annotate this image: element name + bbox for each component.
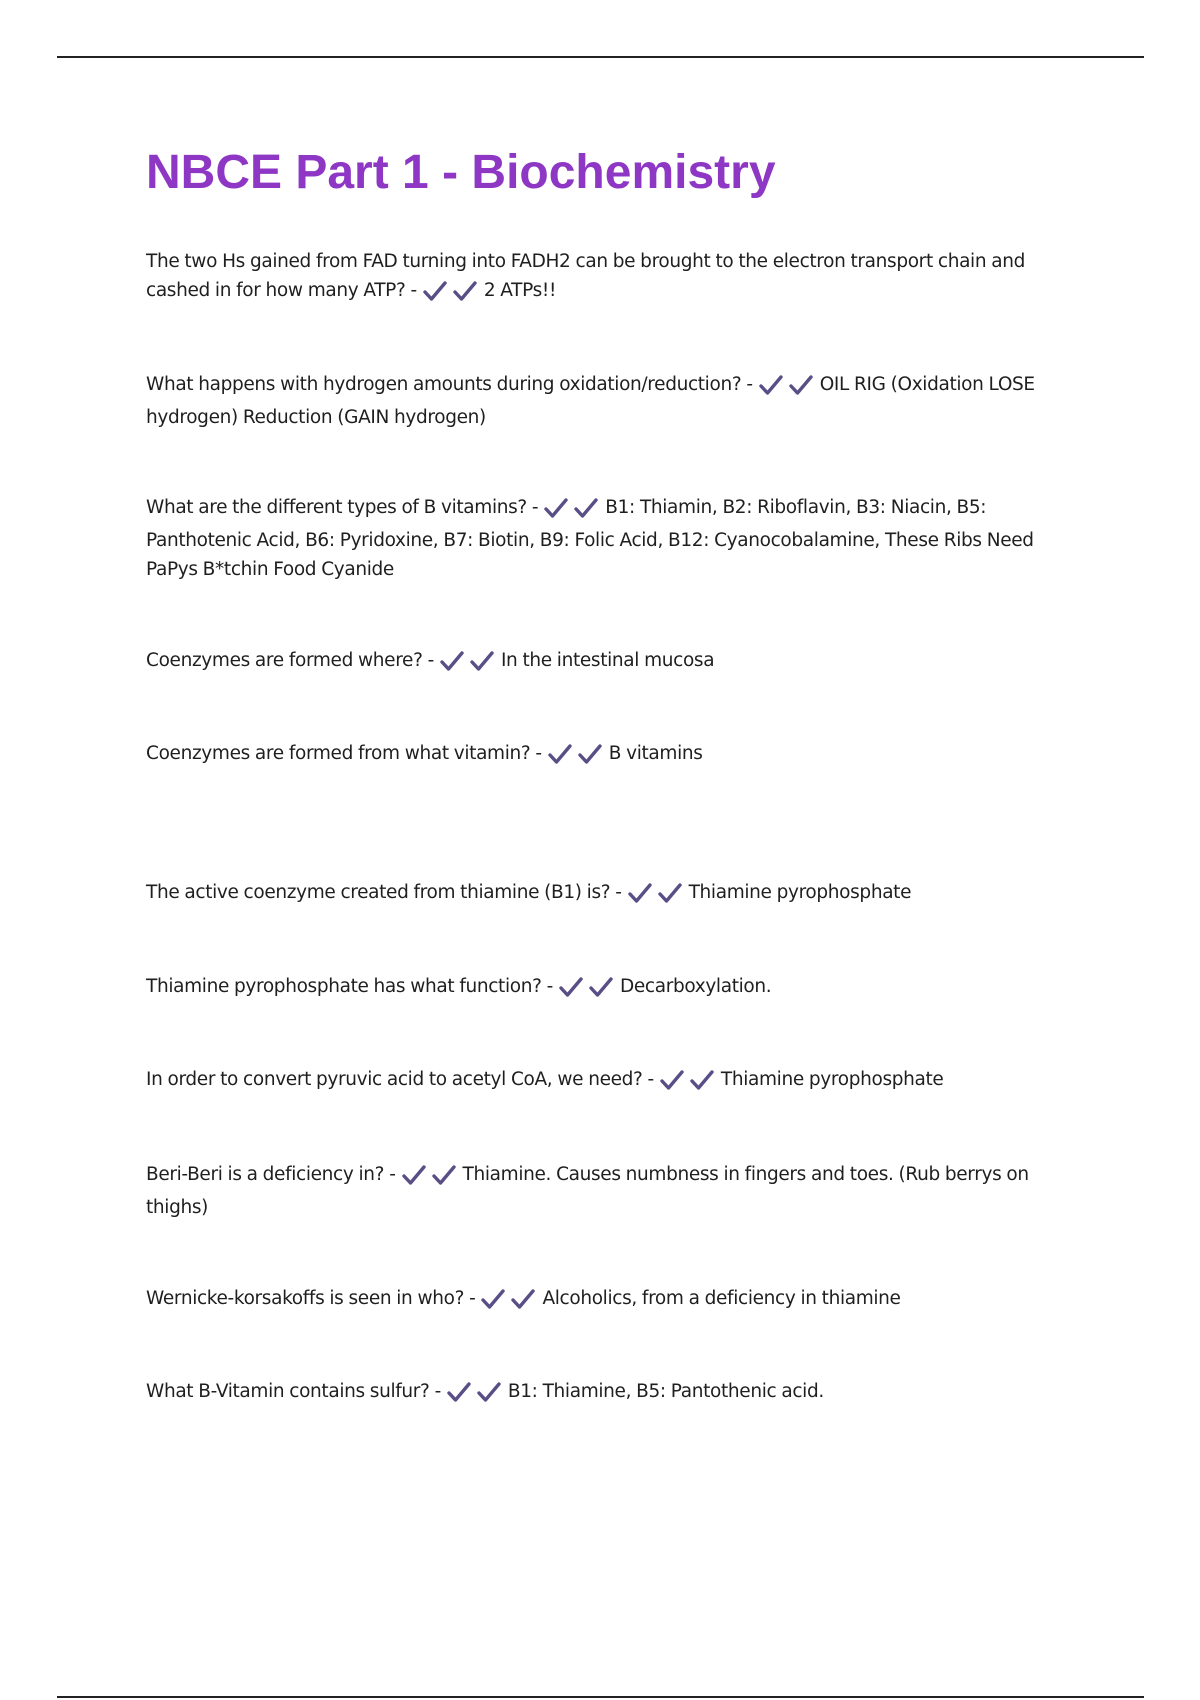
question-text: In order to convert pyruvic acid to acetyl CoA, we need? (146, 1069, 643, 1090)
double-check-icon (401, 1164, 461, 1193)
separator: - (531, 497, 539, 518)
qa-item (146, 972, 1066, 1005)
answer-text: Alcoholics, from a deficiency in thiamine (542, 1288, 901, 1309)
question-text: What B-Vitamin contains sulfur? (146, 1381, 430, 1402)
question-text: The active coenzyme created from thiamine (B1) is? (146, 882, 611, 903)
check-icon (758, 374, 784, 396)
separator: - (434, 1381, 441, 1402)
separator: - (647, 1069, 654, 1090)
check-icon (547, 743, 573, 765)
bottom-rule (57, 1696, 1144, 1698)
qa-item (146, 1160, 1066, 1222)
check-icon (588, 976, 614, 998)
answer-text: B vitamins (608, 743, 703, 764)
answer-text: OIL RIG (Oxidation LOSE hydrogen) Reduction (GAIN hydrogen) (146, 374, 1035, 428)
question-text: Beri-Beri is a deficiency in? (146, 1164, 385, 1185)
check-icon (558, 976, 584, 998)
answer-text: Thiamine pyrophosphate (688, 882, 912, 903)
double-check-icon (480, 1288, 540, 1317)
page-title: NBCE Part 1 - Biochemistry (146, 146, 776, 199)
double-check-icon (543, 497, 603, 526)
separator: - (469, 1288, 476, 1309)
separator: - (615, 882, 622, 903)
check-icon (422, 280, 448, 302)
separator: - (410, 280, 417, 301)
question-text: Thiamine pyrophosphate has what function? (146, 976, 542, 997)
question-text: Coenzymes are formed from what vitamin? (146, 743, 531, 764)
separator: - (389, 1164, 396, 1185)
check-icon (476, 1381, 502, 1403)
double-check-icon (547, 743, 607, 772)
qa-item (146, 878, 1066, 911)
double-check-icon (558, 976, 618, 1005)
double-check-icon (439, 650, 499, 679)
answer-text: In the intestinal mucosa (500, 650, 715, 671)
check-icon (689, 1069, 715, 1091)
double-check-icon (446, 1381, 506, 1410)
answer-text: Decarboxylation. (619, 976, 772, 997)
top-rule (57, 56, 1144, 58)
answer-text: B1: Thiamine, B5: Pantothenic acid. (507, 1381, 824, 1402)
check-icon (452, 280, 478, 302)
qa-item (146, 1065, 1066, 1098)
check-icon (657, 882, 683, 904)
qa-item (146, 739, 1066, 772)
question-text: Wernicke-korsakoffs is seen in who? (146, 1288, 465, 1309)
separator: - (546, 976, 553, 997)
answer-text: B1: Thiamin, B2: Riboflavin, B3: Niacin, B5: Panthotenic Acid, B6: Pyridoxine, B7: Biotin, B9: Folic Acid, B12: Cyanocobalamine, These Ribs Need PaPys B*tchin Food Cyanide (146, 497, 1034, 580)
qa-item (146, 1377, 1066, 1410)
check-icon (469, 650, 495, 672)
double-check-icon (758, 374, 818, 403)
qa-item (146, 1284, 1066, 1317)
question-text: What are the different types of B vitamins? (146, 497, 527, 518)
qa-item (146, 247, 1066, 309)
check-icon (788, 374, 814, 396)
question-text: Coenzymes are formed where? (146, 650, 423, 671)
answer-text: Thiamine. Causes numbness in fingers and toes. (Rub berrys on thighs) (146, 1164, 1029, 1218)
answer-text: Thiamine pyrophosphate (720, 1069, 944, 1090)
check-icon (543, 497, 569, 519)
check-icon (577, 743, 603, 765)
question-text: What happens with hydrogen amounts during oxidation/reduction? (146, 374, 742, 395)
double-check-icon (422, 280, 482, 309)
qa-item (146, 370, 1066, 432)
double-check-icon (627, 882, 687, 911)
check-icon (573, 497, 599, 519)
check-icon (510, 1288, 536, 1310)
double-check-icon (659, 1069, 719, 1098)
answer-text: 2 ATPs!! (483, 280, 557, 301)
separator: - (535, 743, 542, 764)
check-icon (659, 1069, 685, 1091)
question-text: The two Hs gained from FAD turning into FADH2 can be brought to the electron transport chain and cashed in for how many ATP? (146, 251, 1026, 301)
check-icon (480, 1288, 506, 1310)
qa-item (146, 493, 1066, 584)
check-icon (446, 1381, 472, 1403)
qa-item (146, 646, 1066, 679)
check-icon (401, 1164, 427, 1186)
check-icon (627, 882, 653, 904)
check-icon (439, 650, 465, 672)
separator: - (427, 650, 434, 671)
check-icon (431, 1164, 457, 1186)
separator: - (746, 374, 753, 395)
